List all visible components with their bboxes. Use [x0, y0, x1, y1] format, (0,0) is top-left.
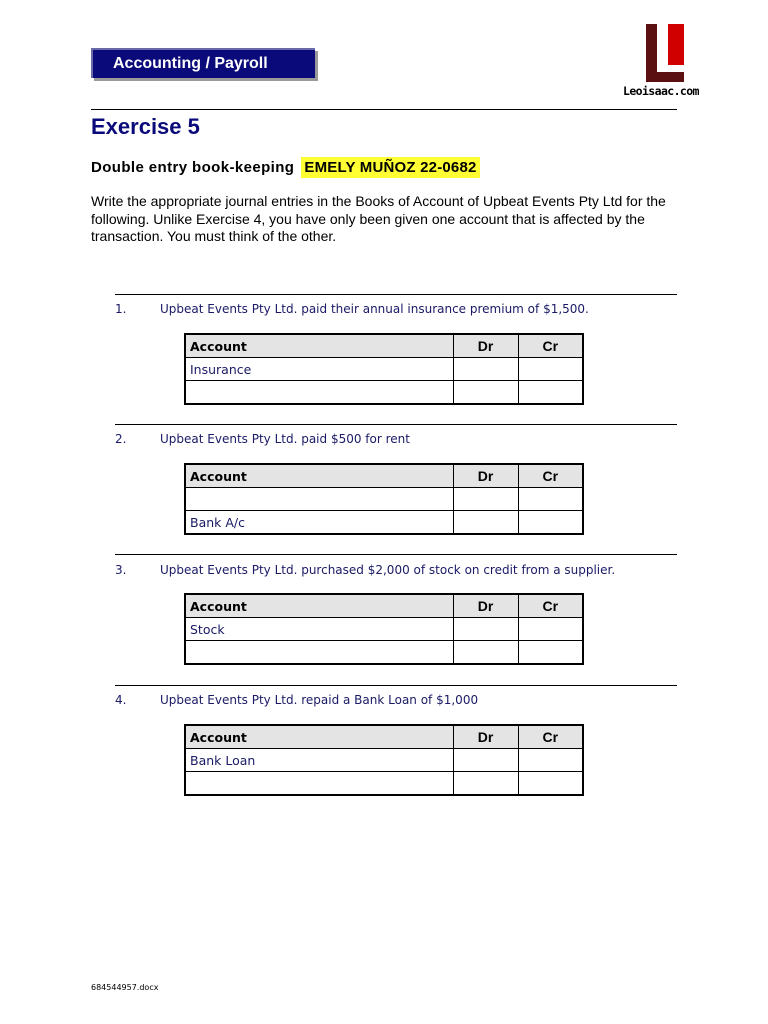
- question-number: 4.: [115, 693, 127, 707]
- header-dr: Dr: [453, 594, 518, 618]
- question-divider: [115, 554, 677, 555]
- header-account: Account: [185, 594, 453, 618]
- journal-table: [184, 333, 584, 405]
- header-divider: [91, 109, 677, 110]
- header-account: Account: [185, 334, 453, 358]
- account-cell[interactable]: [185, 488, 453, 511]
- question-number: 3.: [115, 563, 127, 577]
- question-divider: [115, 294, 677, 295]
- header-cr: Cr: [518, 594, 583, 618]
- question-text: Upbeat Events Pty Ltd. paid $500 for rent: [160, 432, 410, 446]
- cr-cell[interactable]: [518, 511, 583, 535]
- question-text: Upbeat Events Pty Ltd. purchased $2,000 of stock on credit from a supplier.: [160, 563, 616, 577]
- question-text: Upbeat Events Pty Ltd. paid their annual insurance premium of $1,500.: [160, 302, 589, 316]
- dr-cell[interactable]: [453, 772, 518, 796]
- header-account: Account: [185, 725, 453, 749]
- journal-row: [185, 511, 583, 535]
- account-cell[interactable]: [185, 381, 453, 405]
- account-cell[interactable]: [185, 772, 453, 796]
- header-cr: Cr: [518, 464, 583, 488]
- logo-text: Leoisaac.com: [623, 84, 699, 98]
- cr-cell[interactable]: [518, 381, 583, 405]
- header-dr: Dr: [453, 464, 518, 488]
- header-cr: Cr: [518, 334, 583, 358]
- header-dr: Dr: [453, 725, 518, 749]
- account-cell[interactable]: [185, 641, 453, 665]
- account-cell[interactable]: Insurance: [185, 358, 453, 381]
- journal-row: [185, 772, 583, 796]
- question-divider: [115, 685, 677, 686]
- question-number: 1.: [115, 302, 127, 316]
- question-text: Upbeat Events Pty Ltd. repaid a Bank Loan of $1,000: [160, 693, 479, 707]
- dr-cell[interactable]: [453, 381, 518, 405]
- subtitle: [91, 159, 480, 176]
- dr-cell[interactable]: [453, 749, 518, 772]
- cr-cell[interactable]: [518, 772, 583, 796]
- journal-row: [185, 488, 583, 511]
- subtitle-label: Double entry book-keeping: [91, 159, 295, 176]
- journal-row: [185, 641, 583, 665]
- dr-cell[interactable]: [453, 511, 518, 535]
- header-dr: Dr: [453, 334, 518, 358]
- account-cell[interactable]: Stock: [185, 618, 453, 641]
- journal-table: [184, 463, 584, 535]
- question-divider: [115, 424, 677, 425]
- cr-cell[interactable]: [518, 488, 583, 511]
- student-name: EMELY MUÑOZ 22-0682: [301, 157, 479, 178]
- cr-cell[interactable]: [518, 641, 583, 665]
- account-cell[interactable]: Bank A/c: [185, 511, 453, 535]
- page-title: Exercise 5: [91, 114, 200, 139]
- journal-table: [184, 724, 584, 796]
- header-cr: Cr: [518, 725, 583, 749]
- dr-cell[interactable]: [453, 641, 518, 665]
- dr-cell[interactable]: [453, 618, 518, 641]
- cr-cell[interactable]: [518, 618, 583, 641]
- file-name-footer: 684544957.docx: [91, 983, 159, 992]
- journal-row: [185, 618, 583, 641]
- dr-cell[interactable]: [453, 358, 518, 381]
- journal-row: [185, 358, 583, 381]
- journal-row: [185, 381, 583, 405]
- dr-cell[interactable]: [453, 488, 518, 511]
- instructions: Write the appropriate journal entries in the Books of Account of Upbeat Events Pty Ltd for the following. Unlike Exercise 4, you have only been given one account that is affected by the transaction. You must think of the other.: [91, 193, 666, 244]
- cr-cell[interactable]: [518, 749, 583, 772]
- cr-cell[interactable]: [518, 358, 583, 381]
- account-cell[interactable]: Bank Loan: [185, 749, 453, 772]
- journal-table: [184, 593, 584, 665]
- question-number: 2.: [115, 432, 127, 446]
- section-badge: Accounting / Payroll: [91, 48, 315, 78]
- journal-row: [185, 749, 583, 772]
- header-account: Account: [185, 464, 453, 488]
